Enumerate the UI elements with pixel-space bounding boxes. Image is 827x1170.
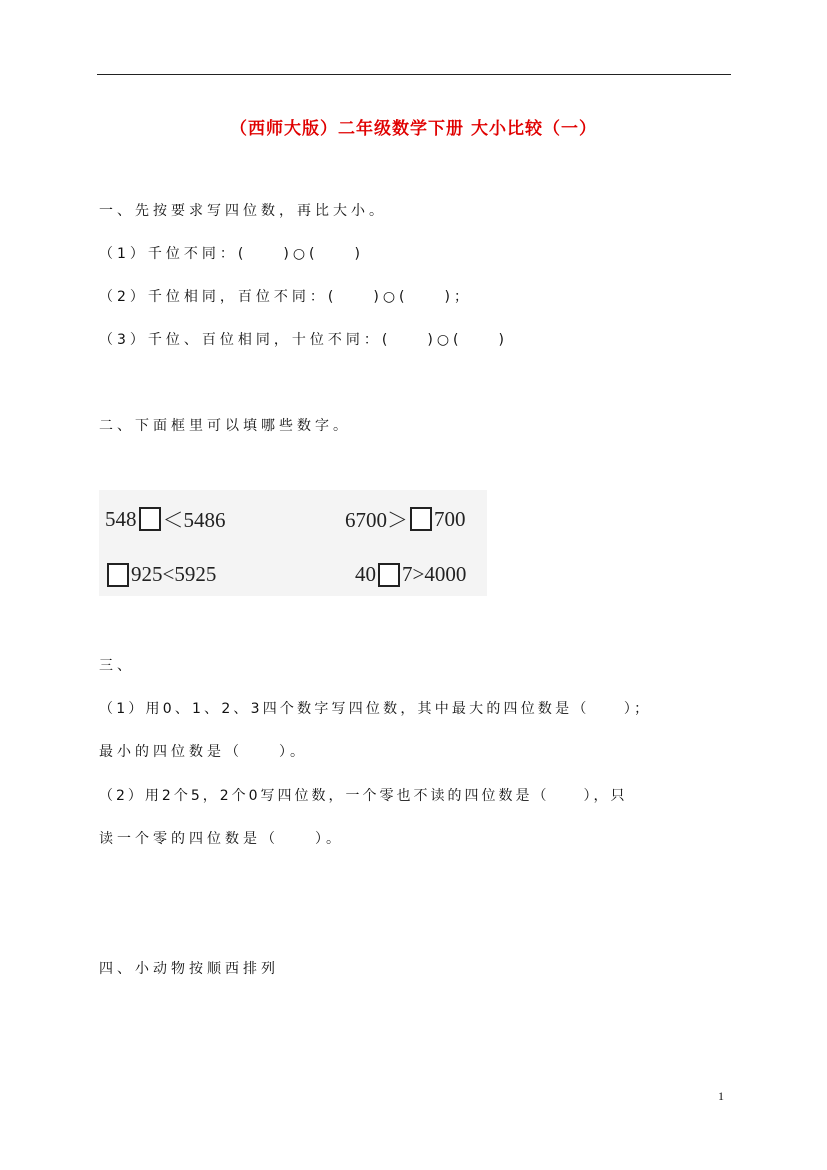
blank-box (378, 563, 400, 587)
section4-heading: 四、小动物按顺西排列 (99, 961, 279, 977)
section2-heading: 二、下面框里可以填哪些数字。 (99, 418, 351, 434)
header-rule (97, 74, 731, 75)
expression-2: 6700＞ 700 (345, 506, 466, 532)
section3-line-1: （1）用0、1、2、3四个数字写四位数，其中最大的四位数是（ ）； (99, 701, 652, 717)
expression-4: 40 7>4000 (355, 562, 467, 586)
section1-item-1: （1）千位不同：( )○( ) (99, 246, 364, 262)
section1-item-2: （2）千位相同，百位不同：( )○( )； (99, 289, 472, 305)
section3-line-2: 最小的四位数是（ ）。 (99, 744, 308, 760)
blank-box (410, 507, 432, 531)
page-number: 1 (718, 1089, 724, 1103)
section1-item-3: （3）千位、百位相同，十位不同：( )○( ) (99, 332, 508, 348)
expression-1: 548 ＜5486 (105, 506, 226, 532)
blank-box (107, 563, 129, 587)
section1-heading: 一、先按要求写四位数，再比大小。 (99, 203, 387, 219)
section3-line-4: 读一个零的四位数是（ ）。 (99, 831, 344, 847)
section3-line-3: （2）用2个5，2个0写四位数，一个零也不读的四位数是（ ），只 (99, 788, 628, 804)
section3-heading: 三、 (99, 658, 135, 674)
blank-box (139, 507, 161, 531)
comparison-figure (99, 490, 487, 596)
expression-3: 925<5925 (105, 562, 216, 587)
document-title: （西师大版）二年级数学下册 大小比较（一） (230, 119, 597, 139)
